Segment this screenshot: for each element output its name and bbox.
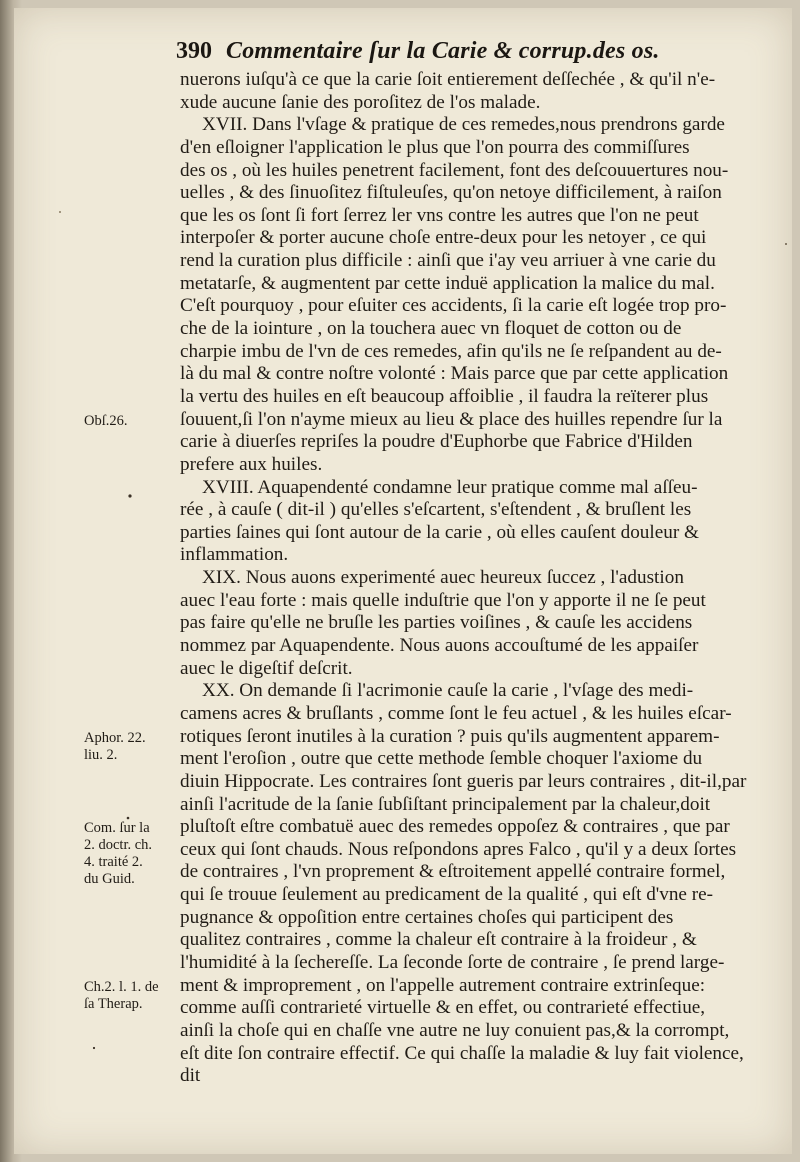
running-head: Commentaire ſur la Carie & corrup.des os. [226, 38, 660, 64]
text-line: là du mal & contre noſtre volonté : Mais parce que par cette application [180, 363, 729, 385]
text-line: diuin Hippocrate. Les contraires ſont gueris par leurs contraires , dit-il,par [180, 770, 747, 792]
text-line: XVIII. Aquapendenté condamne leur pratique comme mal aſſeu- [202, 476, 698, 498]
text-line: que les os ſont ſi fort ſerrez ler vns contre les autres que l'on ne peut [180, 204, 699, 226]
text-line: XX. On demande ſi l'acrimonie cauſe la carie , l'vſage des medi- [202, 680, 694, 702]
text-line: camens acres & bruſlants , comme ſont le feu actuel , & les huiles eſcar- [180, 702, 732, 724]
text-line: metatarſe, & augmentent par cette induë application la malice du mal. [180, 272, 715, 294]
text-line: C'eſt pourquoy , pour eſuiter ces accidents, ſi la carie eſt logée trop pro- [180, 295, 727, 317]
margin-note: Obſ.26. [84, 412, 128, 429]
text-line: interpoſer & porter aucune choſe entre-deux pour les netoyer , ce qui [180, 227, 707, 249]
text-line: inflammation. [180, 544, 289, 566]
text-line: eſt dite ſon contraire effectif. Ce qui chaſſe la maladie & luy fait violence, [180, 1042, 744, 1064]
page-header [176, 38, 736, 65]
text-line: pluſtoſt eſtre combatuë auec des remedes oppoſez & contraires , que par [180, 816, 730, 838]
text-line: rend la curation plus difficile : ainſi que i'ay veu arriuer à vne carie du [180, 250, 716, 272]
text-line: rée , à cauſe ( dit-il ) qu'elles s'eſcartent, s'eſtendent , & bruſlent les [180, 499, 692, 521]
body-text [180, 69, 778, 1088]
margin-note: Aphor. 22. liu. 2. [84, 729, 146, 763]
text-line: auec le digeſtif deſcrit. [180, 657, 353, 679]
text-line: d'en eſloigner l'application le plus que l'on pourra des commiſſures [180, 136, 690, 158]
text-line: des os , où les huiles penetrent facilement, font des deſcouuertures nou- [180, 159, 729, 181]
text-line: dit [180, 1065, 201, 1087]
margin-note: Ch.2. l. 1. de ſa Therap. [84, 979, 159, 1012]
text-line: ainſi la choſe qui en chaſſe vne autre ne luy conuient pas,& la corrompt, [180, 1019, 730, 1041]
text-line: ment l'eroſion , outre que cette methode ſemble choquer l'axiome du [180, 748, 703, 770]
text-line: qualitez contraires , comme la chaleur eſt contraire à la froideur , & [180, 929, 697, 951]
text-line: carie à diuerſes repriſes la poudre d'Euphorbe que Fabrice d'Hilden [180, 431, 693, 453]
text-line: xude aucune ſanie des poroſitez de l'os malade. [180, 91, 541, 113]
text-line: prefere aux huiles. [180, 453, 323, 475]
text-line: comme auſſi contrarieté virtuelle & en effet, ou contrarieté effectiue, [180, 997, 706, 1019]
text-line: la vertu des huiles en eſt beaucoup affoiblie , il faudra la reïterer plus [180, 385, 709, 407]
text-line: nommez par Aquapendente. Nous auons accouſtumé de les appaiſer [180, 635, 699, 657]
text-line: nuerons iuſqu'à ce que la carie ſoit entierement deſſechée , & qu'il n'e- [180, 69, 716, 90]
text-line: parties ſaines qui ſont autour de la carie , où elles cauſent douleur & [180, 521, 699, 543]
text-line: ment & improprement , on l'appelle autrement contraire extrinſeque: [180, 974, 706, 996]
margin-note: Com. ſur la 2. doctr. ch. 4. traité 2. du Guid. [84, 820, 153, 888]
text-line: de contraires , l'vn proprement & eſtroitement appellé contraire formel, [180, 861, 726, 883]
text-line: l'humidité à la ſechereſſe. La ſeconde ſorte de contraire , ſe prend large- [180, 951, 725, 973]
text-line: ceux qui ſont chauds. Nous reſpondons apres Falco , qu'il y a deux ſortes [180, 838, 737, 860]
text-line: uelles , & des ſinuoſitez fiſtuleuſes, qu'on netoye difficilement, à raiſon [180, 182, 722, 204]
text-line: che de la iointure , on la touchera auec vn floquet de cotton ou de [180, 318, 682, 340]
text-line: auec l'eau forte : mais quelle induſtrie que l'on y apporte il ne ſe peut [180, 589, 706, 611]
text-line: pas faire qu'elle ne bruſle les parties voiſines , & cauſe les accidens [180, 612, 693, 634]
page-number: 390 [176, 38, 212, 64]
text-line: ainſi l'acritude de la ſanie ſubſiſtant principalement par la chaleur,doit [180, 793, 711, 815]
text-line: rotiques ſeront inutiles à la curation ? puis qu'ils augmentent apparem- [180, 725, 720, 747]
text-line: qui ſe trouue ſeulement au predicament de la qualité , qui eſt d'vne re- [180, 884, 714, 906]
text-line: ſouuent,ſi l'on n'ayme mieux au lieu & place des huilles rependre ſur la [180, 408, 723, 430]
text-line: charpie imbu de l'vn de ces remedes, afin qu'ils ne ſe reſpandent au de- [180, 340, 722, 362]
text-line: XIX. Nous auons experimenté auec heureux ſuccez , l'adustion [202, 567, 684, 589]
text-line: XVII. Dans l'vſage & pratique de ces remedes,nous prendrons garde [202, 114, 725, 136]
text-line: pugnance & oppoſition entre certaines choſes qui participent des [180, 906, 674, 928]
